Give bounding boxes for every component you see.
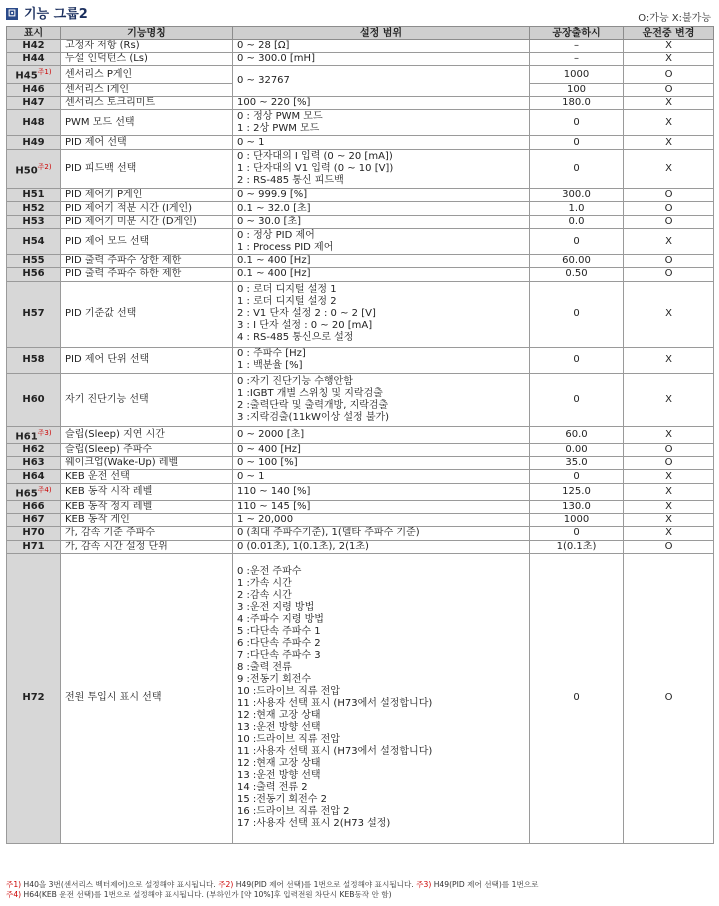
range-line: 14 :출력 전류 2 bbox=[237, 782, 308, 794]
footnote-mark: 주3) bbox=[37, 428, 52, 437]
range-line: 4 : RS-485 통신으로 설정 bbox=[237, 332, 354, 344]
function-name: 자기 진단기능 선택 bbox=[61, 373, 233, 426]
table-header-row bbox=[7, 27, 714, 40]
param-code bbox=[7, 110, 61, 136]
setting-range bbox=[233, 110, 530, 136]
factory-default: 100 bbox=[530, 83, 624, 96]
change-during-run: O bbox=[624, 540, 714, 553]
param-code bbox=[7, 457, 61, 470]
function-name: PID 출력 주파수 상한 제한 bbox=[61, 255, 233, 268]
setting-range bbox=[233, 527, 530, 540]
range-line: 3 :지락검출(11kW이상 설정 불가) bbox=[237, 411, 390, 423]
table-row bbox=[7, 457, 714, 470]
range-line: 1 :IGBT 개별 스위칭 및 지락검출 bbox=[237, 387, 383, 399]
param-code bbox=[7, 40, 61, 53]
param-code-text: H70 bbox=[22, 527, 45, 539]
setting-range bbox=[233, 553, 530, 843]
function-name: 슬립(Sleep) 주파수 bbox=[61, 444, 233, 457]
range-line: 4 :주파수 지령 방법 bbox=[237, 614, 324, 626]
range-line: 17 :사용자 선택 표시 2(H73 설정) bbox=[237, 818, 391, 830]
change-during-run: O bbox=[624, 215, 714, 228]
footnotes bbox=[6, 880, 713, 900]
range-line: 0 ~ 30.0 [초] bbox=[237, 215, 302, 227]
change-during-run: O bbox=[624, 83, 714, 96]
setting-range bbox=[233, 136, 530, 149]
function-name: KEB 동작 시작 레벨 bbox=[61, 483, 233, 500]
setting-range bbox=[233, 373, 530, 426]
param-code-text: H67 bbox=[22, 514, 45, 526]
function-name: 고정자 저항 (Rs) bbox=[61, 40, 233, 53]
param-code bbox=[7, 470, 61, 483]
range-line: 0 ~ 400 [Hz] bbox=[237, 444, 301, 456]
table-row bbox=[7, 281, 714, 347]
factory-default: 1.0 bbox=[530, 202, 624, 215]
range-line: 3 :운전 지령 방법 bbox=[237, 602, 315, 614]
range-line: 6 :다단속 주파수 2 bbox=[237, 638, 321, 650]
table-row bbox=[7, 500, 714, 513]
setting-range bbox=[233, 96, 530, 109]
setting-range bbox=[233, 500, 530, 513]
change-during-run: X bbox=[624, 96, 714, 109]
range-line: 16 :드라이브 직류 전압 2 bbox=[237, 806, 350, 818]
col-change-header: 운전중 변경 bbox=[624, 27, 714, 40]
factory-default: 0 bbox=[530, 553, 624, 843]
param-code-text: H71 bbox=[22, 540, 45, 552]
param-code-text: H63 bbox=[22, 457, 45, 469]
factory-default: 60.0 bbox=[530, 426, 624, 443]
factory-default: 35.0 bbox=[530, 457, 624, 470]
param-code-text: H62 bbox=[22, 444, 45, 456]
change-during-run: O bbox=[624, 202, 714, 215]
setting-range bbox=[233, 228, 530, 254]
col-name-header: 기능명칭 bbox=[61, 27, 233, 40]
range-line: 11 :사용자 선택 표시 (H73에서 설정합니다) bbox=[237, 746, 433, 758]
range-line: 12 :현재 고장 상태 bbox=[237, 710, 321, 722]
param-code bbox=[7, 540, 61, 553]
footnote-marker: 주2) bbox=[218, 880, 234, 889]
param-code-text: H53 bbox=[22, 215, 45, 227]
function-name: PID 피드백 선택 bbox=[61, 149, 233, 189]
col-default-header: 공장출하시 bbox=[530, 27, 624, 40]
param-code bbox=[7, 255, 61, 268]
change-during-run: O bbox=[624, 553, 714, 843]
factory-default: 0.00 bbox=[530, 444, 624, 457]
range-line: 1 :가속 시간 bbox=[237, 578, 292, 590]
change-during-run: O bbox=[624, 457, 714, 470]
function-name: PID 기준값 선택 bbox=[61, 281, 233, 347]
change-during-run: X bbox=[624, 347, 714, 373]
setting-range bbox=[233, 470, 530, 483]
param-code bbox=[7, 215, 61, 228]
param-code-text: H50 bbox=[15, 165, 38, 177]
range-line: 0 : 단자대의 I 입력 (0 ~ 20 [mA]) bbox=[237, 150, 393, 162]
range-line: 1 : 2상 PWM 모드 bbox=[237, 122, 320, 134]
function-name: PID 제어 모드 선택 bbox=[61, 228, 233, 254]
range-line: 2 :감속 시간 bbox=[237, 590, 292, 602]
setting-range bbox=[233, 189, 530, 202]
param-code bbox=[7, 228, 61, 254]
range-line: 3 : I 단자 설정 : 0 ~ 20 [mA] bbox=[237, 320, 373, 332]
param-code bbox=[7, 500, 61, 513]
range-line: 0 ~ 300.0 [mH] bbox=[237, 53, 315, 65]
param-code bbox=[7, 553, 61, 843]
change-during-run: X bbox=[624, 136, 714, 149]
table-row bbox=[7, 426, 714, 443]
change-during-run: O bbox=[624, 255, 714, 268]
table-body bbox=[7, 40, 714, 844]
range-line: 0 :자기 진단기능 수행안함 bbox=[237, 375, 353, 387]
param-code-text: H64 bbox=[22, 470, 45, 482]
factory-default: 0 bbox=[530, 110, 624, 136]
range-line: 15 :전동기 회전수 2 bbox=[237, 794, 327, 806]
param-code-text: H66 bbox=[22, 501, 45, 513]
function-name: 센서리스 토크리미트 bbox=[61, 96, 233, 109]
table-row bbox=[7, 110, 714, 136]
setting-range bbox=[233, 457, 530, 470]
range-line: 0.1 ~ 400 [Hz] bbox=[237, 268, 311, 280]
table-row bbox=[7, 189, 714, 202]
footnote-marker: 주3) bbox=[416, 880, 432, 889]
range-line: 0 ~ 999.9 [%] bbox=[237, 189, 308, 201]
param-code-text: H65 bbox=[15, 487, 38, 499]
change-during-run: O bbox=[624, 189, 714, 202]
table-row bbox=[7, 149, 714, 189]
table-row bbox=[7, 136, 714, 149]
factory-default: 300.0 bbox=[530, 189, 624, 202]
setting-range bbox=[233, 66, 530, 97]
setting-range bbox=[233, 215, 530, 228]
range-line: 0 ~ 1 bbox=[237, 136, 265, 148]
param-code bbox=[7, 281, 61, 347]
param-code bbox=[7, 53, 61, 66]
param-code-text: H46 bbox=[22, 83, 45, 95]
param-code-text: H54 bbox=[22, 235, 45, 247]
setting-range bbox=[233, 40, 530, 53]
footnote-mark: 주2) bbox=[37, 162, 52, 171]
footnote-line-2 bbox=[6, 890, 713, 900]
footnote-text: H49(PID 제어 선택)를 1번으로 설정해야 표시됩니다. bbox=[233, 880, 417, 889]
table-row bbox=[7, 268, 714, 281]
range-line: 0 (최대 주파수기준), 1(델타 주파수 기준) bbox=[237, 527, 420, 539]
function-name: 전원 투입시 표시 선택 bbox=[61, 553, 233, 843]
factory-default: 0.0 bbox=[530, 215, 624, 228]
factory-default: 0 bbox=[530, 527, 624, 540]
function-name: KEB 동작 게인 bbox=[61, 514, 233, 527]
param-code bbox=[7, 66, 61, 83]
change-during-run: X bbox=[624, 514, 714, 527]
range-line: 2 :출력단락 및 출력개방, 지락검출 bbox=[237, 399, 389, 411]
param-code-text: H72 bbox=[22, 692, 45, 704]
table-row bbox=[7, 40, 714, 53]
function-name: 웨이크업(Wake-Up) 레벨 bbox=[61, 457, 233, 470]
setting-range bbox=[233, 444, 530, 457]
table-row bbox=[7, 202, 714, 215]
footnote-text: H40을 3번(센서리스 벡터제어)으로 설정해야 표시됩니다. bbox=[21, 880, 219, 889]
range-line: 8 :출력 전류 bbox=[237, 662, 292, 674]
range-line: 0 ~ 100 [%] bbox=[237, 457, 298, 469]
section-header bbox=[6, 6, 713, 24]
setting-range bbox=[233, 202, 530, 215]
change-during-run: X bbox=[624, 527, 714, 540]
function-name: 센서리스 P게인 bbox=[61, 66, 233, 83]
table-row bbox=[7, 228, 714, 254]
param-code bbox=[7, 444, 61, 457]
param-code-text: H42 bbox=[22, 40, 45, 52]
change-during-run: X bbox=[624, 373, 714, 426]
factory-default: – bbox=[530, 53, 624, 66]
param-code bbox=[7, 268, 61, 281]
change-during-run: X bbox=[624, 53, 714, 66]
range-line: 7 :다단속 주파수 3 bbox=[237, 650, 321, 662]
function-name: KEB 운전 선택 bbox=[61, 470, 233, 483]
range-line: 2 : V1 단자 설정 2 : 0 ~ 2 [V] bbox=[237, 308, 376, 320]
range-line: 0 : 주파수 [Hz] bbox=[237, 348, 306, 360]
setting-range bbox=[233, 514, 530, 527]
function-name: 센서리스 I게인 bbox=[61, 83, 233, 96]
footnote-mark: 주1) bbox=[37, 68, 52, 77]
param-code bbox=[7, 483, 61, 500]
factory-default: 125.0 bbox=[530, 483, 624, 500]
param-code-text: H56 bbox=[22, 268, 45, 280]
range-line: 5 :다단속 주파수 1 bbox=[237, 626, 321, 638]
function-name: PID 출력 주파수 하한 제한 bbox=[61, 268, 233, 281]
setting-range bbox=[233, 347, 530, 373]
table-row bbox=[7, 96, 714, 109]
factory-default: 0 bbox=[530, 373, 624, 426]
function-name: 가, 감속 기준 주파수 bbox=[61, 527, 233, 540]
function-name: PID 제어기 미분 시간 (D게인) bbox=[61, 215, 233, 228]
param-code bbox=[7, 149, 61, 189]
table-row bbox=[7, 483, 714, 500]
footnote-line-1 bbox=[6, 880, 713, 890]
factory-default: 0 bbox=[530, 281, 624, 347]
param-code-text: H61 bbox=[15, 431, 38, 443]
range-line: 0 : 정상 PID 제어 bbox=[237, 229, 315, 241]
range-line: 0.1 ~ 32.0 [초] bbox=[237, 202, 311, 214]
range-line: 0 : 로더 디지털 설정 1 bbox=[237, 284, 337, 296]
param-code-text: H55 bbox=[22, 255, 45, 267]
range-line: 1 : 로더 디지털 설정 2 bbox=[237, 296, 337, 308]
param-code bbox=[7, 83, 61, 96]
footnote-marker: 주4) bbox=[6, 890, 22, 899]
factory-default: 0 bbox=[530, 149, 624, 189]
change-during-run: O bbox=[624, 444, 714, 457]
factory-default: – bbox=[530, 40, 624, 53]
footnote-mark: 주4) bbox=[37, 485, 52, 494]
factory-default: 0 bbox=[530, 136, 624, 149]
function-name: PID 제어기 적분 시간 (I게인) bbox=[61, 202, 233, 215]
range-line: 1 : 백분율 [%] bbox=[237, 360, 303, 372]
range-line: 100 ~ 220 [%] bbox=[237, 96, 311, 108]
table-row bbox=[7, 444, 714, 457]
param-code-text: H47 bbox=[22, 96, 45, 108]
factory-default: 0.50 bbox=[530, 268, 624, 281]
change-during-run: X bbox=[624, 470, 714, 483]
range-line: 110 ~ 140 [%] bbox=[237, 485, 311, 497]
function-name: 슬립(Sleep) 지연 시간 bbox=[61, 426, 233, 443]
factory-default: 0 bbox=[530, 347, 624, 373]
factory-default: 60.00 bbox=[530, 255, 624, 268]
change-during-run: X bbox=[624, 149, 714, 189]
function-name: PID 제어기 P게인 bbox=[61, 189, 233, 202]
setting-range bbox=[233, 540, 530, 553]
param-code bbox=[7, 527, 61, 540]
function-name: PID 제어 단위 선택 bbox=[61, 347, 233, 373]
param-code-text: H60 bbox=[22, 393, 45, 405]
setting-range bbox=[233, 53, 530, 66]
range-line: 0 : 정상 PWM 모드 bbox=[237, 110, 323, 122]
range-line: 110 ~ 145 [%] bbox=[237, 501, 311, 513]
change-legend: O:가능 X:불가능 bbox=[638, 13, 711, 24]
param-code-text: H57 bbox=[22, 308, 45, 320]
change-during-run: X bbox=[624, 483, 714, 500]
footnote-marker: 주1) bbox=[6, 880, 22, 889]
section-icon: ⊡ bbox=[7, 8, 17, 19]
param-code bbox=[7, 347, 61, 373]
table-row bbox=[7, 347, 714, 373]
param-code-text: H51 bbox=[22, 189, 45, 201]
range-line: 1 ~ 20,000 bbox=[237, 514, 294, 526]
range-line: 13 :운전 방향 선택 bbox=[237, 722, 321, 734]
function-name: 가, 감속 시간 설정 단위 bbox=[61, 540, 233, 553]
factory-default: 0 bbox=[530, 228, 624, 254]
table-row bbox=[7, 527, 714, 540]
factory-default: 0 bbox=[530, 470, 624, 483]
table-row bbox=[7, 373, 714, 426]
range-line: 0 :운전 주파수 bbox=[237, 566, 302, 578]
table-row bbox=[7, 553, 714, 843]
param-code-text: H48 bbox=[22, 116, 45, 128]
param-code bbox=[7, 136, 61, 149]
setting-range bbox=[233, 255, 530, 268]
factory-default: 1(0.1초) bbox=[530, 540, 624, 553]
change-during-run: X bbox=[624, 500, 714, 513]
range-line: 1 : 단자대의 V1 입력 (0 ~ 10 [V]) bbox=[237, 162, 394, 174]
change-during-run: X bbox=[624, 110, 714, 136]
param-code-text: H58 bbox=[22, 354, 45, 366]
range-line: 12 :현재 고장 상태 bbox=[237, 758, 321, 770]
range-line: 1 : Process PID 제어 bbox=[237, 241, 334, 253]
range-line: 11 :사용자 선택 표시 (H73에서 설정합니다) bbox=[237, 698, 433, 710]
table-row bbox=[7, 514, 714, 527]
setting-range bbox=[233, 149, 530, 189]
factory-default: 130.0 bbox=[530, 500, 624, 513]
range-line: 9 :전동기 회전수 bbox=[237, 674, 312, 686]
param-code bbox=[7, 426, 61, 443]
function-group2-table bbox=[6, 26, 714, 844]
footnote-text: H49(PID 제어 선택)를 1번으로 bbox=[431, 880, 539, 889]
change-during-run: X bbox=[624, 281, 714, 347]
range-line: 0 ~ 28 [Ω] bbox=[237, 40, 290, 52]
param-code-text: H45 bbox=[15, 70, 38, 82]
change-during-run: O bbox=[624, 66, 714, 83]
range-line: 0 (0.01초), 1(0.1초), 2(1초) bbox=[237, 540, 369, 552]
function-name: KEB 동작 정지 레벨 bbox=[61, 500, 233, 513]
range-line: 13 :운전 방향 선택 bbox=[237, 770, 321, 782]
setting-range bbox=[233, 426, 530, 443]
table-row bbox=[7, 470, 714, 483]
factory-default: 1000 bbox=[530, 66, 624, 83]
col-range-header: 설정 범위 bbox=[233, 27, 530, 40]
change-during-run: X bbox=[624, 426, 714, 443]
factory-default: 1000 bbox=[530, 514, 624, 527]
param-code bbox=[7, 96, 61, 109]
param-code bbox=[7, 514, 61, 527]
range-line: 10 :드라이브 직류 전압 bbox=[237, 686, 340, 698]
param-code bbox=[7, 373, 61, 426]
change-during-run: X bbox=[624, 40, 714, 53]
range-line: 0 ~ 1 bbox=[237, 470, 265, 482]
function-name: 누설 인덕턴스 (Ls) bbox=[61, 53, 233, 66]
table-row bbox=[7, 53, 714, 66]
function-name: PID 제어 선택 bbox=[61, 136, 233, 149]
table-row bbox=[7, 66, 714, 83]
change-during-run: O bbox=[624, 268, 714, 281]
range-line: 0 ~ 2000 [초] bbox=[237, 428, 305, 440]
range-line: 10 :드라이브 직류 전압 bbox=[237, 734, 340, 746]
col-code-header: 표시 bbox=[7, 27, 61, 40]
param-code-text: H52 bbox=[22, 202, 45, 214]
setting-range bbox=[233, 483, 530, 500]
footnote-text: H64(KEB 운전 선택)를 1번으로 설정해야 표시됩니다. (부하인가 [약 10%]후 입력전원 차단시 KEB동작 안 함) bbox=[21, 890, 392, 899]
table-row bbox=[7, 215, 714, 228]
change-during-run: X bbox=[624, 228, 714, 254]
param-code bbox=[7, 189, 61, 202]
section-title: 기능 그룹2 bbox=[24, 7, 88, 22]
param-code bbox=[7, 202, 61, 215]
table-row bbox=[7, 540, 714, 553]
table-row bbox=[7, 255, 714, 268]
range-line: 0 ~ 32767 bbox=[237, 75, 290, 87]
range-line: 2 : RS-485 통신 피드백 bbox=[237, 174, 344, 186]
function-name: PWM 모드 선택 bbox=[61, 110, 233, 136]
range-line: 0.1 ~ 400 [Hz] bbox=[237, 255, 311, 267]
setting-range bbox=[233, 268, 530, 281]
param-code-text: H49 bbox=[22, 136, 45, 148]
param-code-text: H44 bbox=[22, 53, 45, 65]
factory-default: 180.0 bbox=[530, 96, 624, 109]
setting-range bbox=[233, 281, 530, 347]
